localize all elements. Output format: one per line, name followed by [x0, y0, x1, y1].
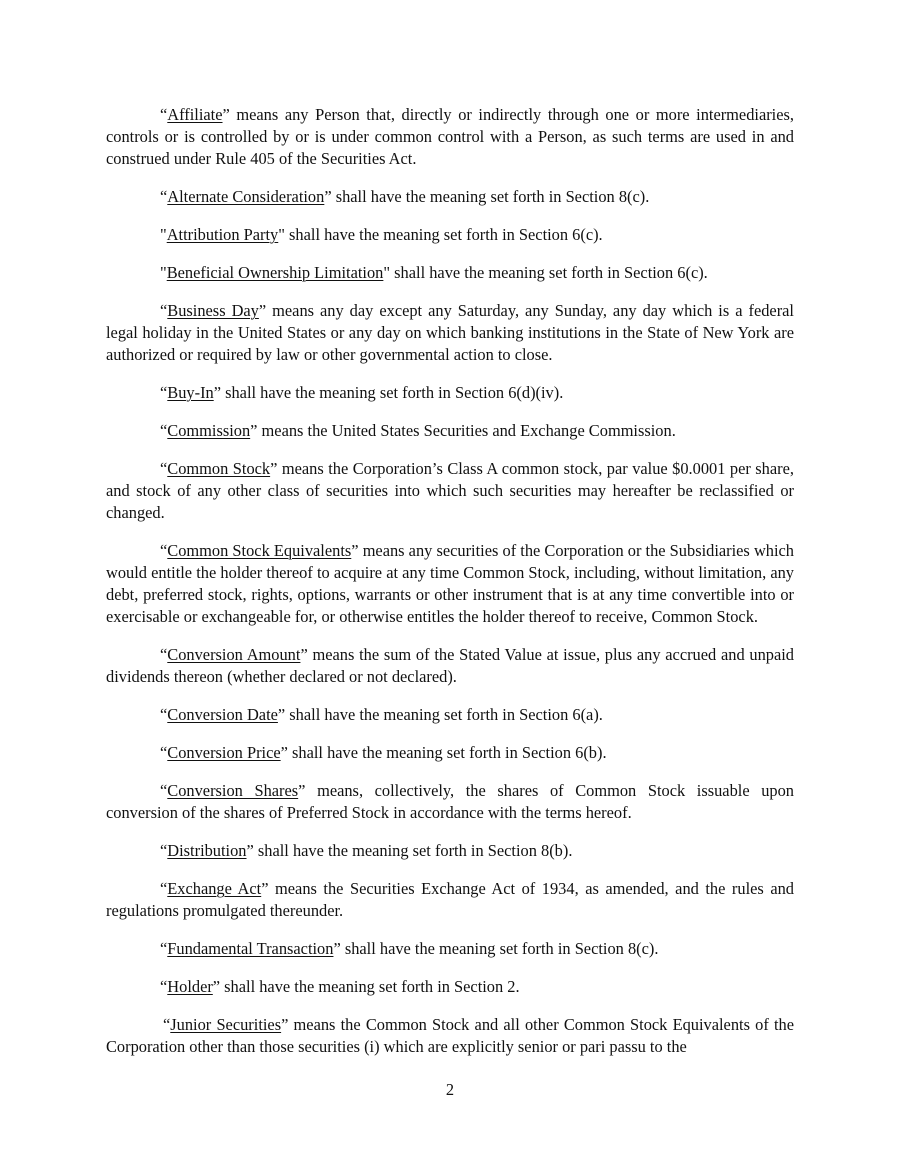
- definition-text: means, collectively, the shares of Common Stock issuable upon conversion of the shares of Preferred Stock in accordance with the terms hereof.: [106, 781, 794, 822]
- defined-term: Alternate Consideration: [167, 187, 325, 206]
- definition-text: means the Common Stock and all other Common Stock Equivalents of the Corporation other than those securities (i) which are explicitly senior or pari passu to the: [106, 1015, 795, 1056]
- definition-alternate-consideration: [106, 186, 794, 208]
- close-quote: ”: [258, 301, 267, 320]
- definition-distribution: [106, 840, 794, 862]
- open-quote: “: [160, 541, 168, 560]
- defined-term: Exchange Act: [167, 879, 262, 898]
- close-quote: ": [278, 225, 285, 244]
- definition-text: shall have the meaning set forth in Section 6(d)(iv).: [221, 383, 564, 402]
- close-quote: ”: [333, 939, 341, 958]
- defined-term: Affiliate: [167, 105, 223, 124]
- definition-text: shall have the meaning set forth in Section 6(b).: [287, 743, 607, 762]
- close-quote: ”: [212, 977, 221, 996]
- definition-text: means the Securities Exchange Act of 1934, as amended, and the rules and regulations promulgated thereunder.: [106, 879, 794, 920]
- definition-text: means any securities of the Corporation or the Subsidiaries which would entitle the holder thereof to acquire at any time Common Stock, including, without limitation, any debt, preferred stock, rights, options, warrants or other instrument that is at any time convertible into or exercisable or exchangeable for, or otherwise entitles the holder thereof to receive, Common Stock.: [106, 541, 794, 626]
- definition-text: shall have the meaning set forth in Section 8(c).: [331, 187, 650, 206]
- definition-conversion-date: [106, 704, 794, 726]
- defined-term: Commission: [167, 421, 251, 440]
- close-quote: ”: [250, 421, 258, 440]
- open-quote: “: [160, 879, 168, 898]
- close-quote: ”: [261, 879, 269, 898]
- close-quote: ”: [324, 187, 332, 206]
- defined-term: Conversion Price: [167, 743, 281, 762]
- definition-text: means any Person that, directly or indirectly through one or more intermediaries, controls or is controlled by or is under common control with a Person, as such terms are used in and construed under Rule 405 of the Securities Act.: [106, 105, 794, 168]
- definition-text: shall have the meaning set forth in Section 6(c).: [284, 225, 603, 244]
- open-quote: “: [160, 459, 168, 478]
- definition-conversion-shares: [106, 780, 794, 824]
- definition-junior-securities: [106, 1014, 794, 1058]
- close-quote: ”: [213, 383, 221, 402]
- defined-term: Conversion Amount: [167, 645, 301, 664]
- close-quote: ”: [280, 743, 288, 762]
- defined-term: Buy-In: [167, 383, 214, 402]
- open-quote: “: [160, 781, 168, 800]
- definition-text: means the sum of the Stated Value at issue, plus any accrued and unpaid dividends thereon (whether declared or not declared).: [106, 645, 794, 686]
- defined-term: Common Stock: [167, 459, 271, 478]
- definition-text: means the Corporation’s Class A common stock, par value $0.0001 per share, and stock of any other class of securities into which such securities may hereafter be reclassified or changed.: [106, 459, 794, 522]
- page-number: 2: [445, 1080, 455, 1099]
- definition-fundamental-transaction: [106, 938, 794, 960]
- close-quote: ”: [298, 781, 306, 800]
- defined-term: Conversion Shares: [167, 781, 299, 800]
- open-quote: “: [160, 187, 168, 206]
- definition-text: shall have the meaning set forth in Section 8(b).: [253, 841, 573, 860]
- open-quote: “: [160, 383, 168, 402]
- defined-term: Holder: [167, 977, 213, 996]
- definition-text: means the United States Securities and Exchange Commission.: [257, 421, 676, 440]
- definitions-section: [106, 104, 794, 1074]
- open-quote: “: [160, 705, 168, 724]
- close-quote: ”: [270, 459, 278, 478]
- close-quote: ”: [300, 645, 308, 664]
- defined-term: Business Day: [167, 301, 259, 320]
- defined-term: Attribution Party: [166, 225, 279, 244]
- definition-text: shall have the meaning set forth in Section 6(a).: [285, 705, 603, 724]
- defined-term: Fundamental Transaction: [167, 939, 334, 958]
- definition-text: means any day except any Saturday, any Sunday, any day which is a federal legal holiday in the United States or any day on which banking institutions in the State of New York are authorized or required by law or other governmental action to close.: [106, 301, 794, 364]
- definition-buy-in: [106, 382, 794, 404]
- close-quote: ”: [277, 705, 286, 724]
- definition-conversion-price: [106, 742, 794, 764]
- close-quote: ": [383, 263, 391, 282]
- defined-term: Beneficial Ownership Limitation: [166, 263, 384, 282]
- definition-holder: [106, 976, 794, 998]
- definition-common-stock-equivalents: [106, 540, 794, 628]
- definition-text: shall have the meaning set forth in Section 6(c).: [390, 263, 708, 282]
- definition-affiliate: [106, 104, 794, 170]
- defined-term: Junior Securities: [170, 1015, 282, 1034]
- open-quote: “: [160, 105, 168, 124]
- defined-term: Common Stock Equivalents: [167, 541, 352, 560]
- definition-text: shall have the meaning set forth in Section 8(c).: [340, 939, 659, 958]
- open-quote: ": [160, 263, 167, 282]
- open-quote: “: [160, 301, 168, 320]
- definition-business-day: [106, 300, 794, 366]
- close-quote: ”: [246, 841, 254, 860]
- close-quote: ”: [222, 105, 230, 124]
- open-quote: “: [160, 977, 168, 996]
- definition-text: shall have the meaning set forth in Section 2.: [220, 977, 520, 996]
- close-quote: ”: [351, 541, 359, 560]
- definition-attribution-party: [106, 224, 794, 246]
- defined-term: Conversion Date: [167, 705, 278, 724]
- definition-exchange-act: [106, 878, 794, 922]
- definition-common-stock: [106, 458, 794, 524]
- open-quote: ": [160, 225, 167, 244]
- close-quote: ”: [281, 1015, 289, 1034]
- defined-term: Distribution: [167, 841, 247, 860]
- open-quote: “: [160, 743, 168, 762]
- open-quote: “: [163, 1015, 171, 1034]
- open-quote: “: [160, 421, 168, 440]
- open-quote: “: [160, 645, 168, 664]
- definition-beneficial-ownership-limitation: [106, 262, 794, 284]
- open-quote: “: [160, 939, 168, 958]
- open-quote: “: [160, 841, 168, 860]
- definition-commission: [106, 420, 794, 442]
- definition-conversion-amount: [106, 644, 794, 688]
